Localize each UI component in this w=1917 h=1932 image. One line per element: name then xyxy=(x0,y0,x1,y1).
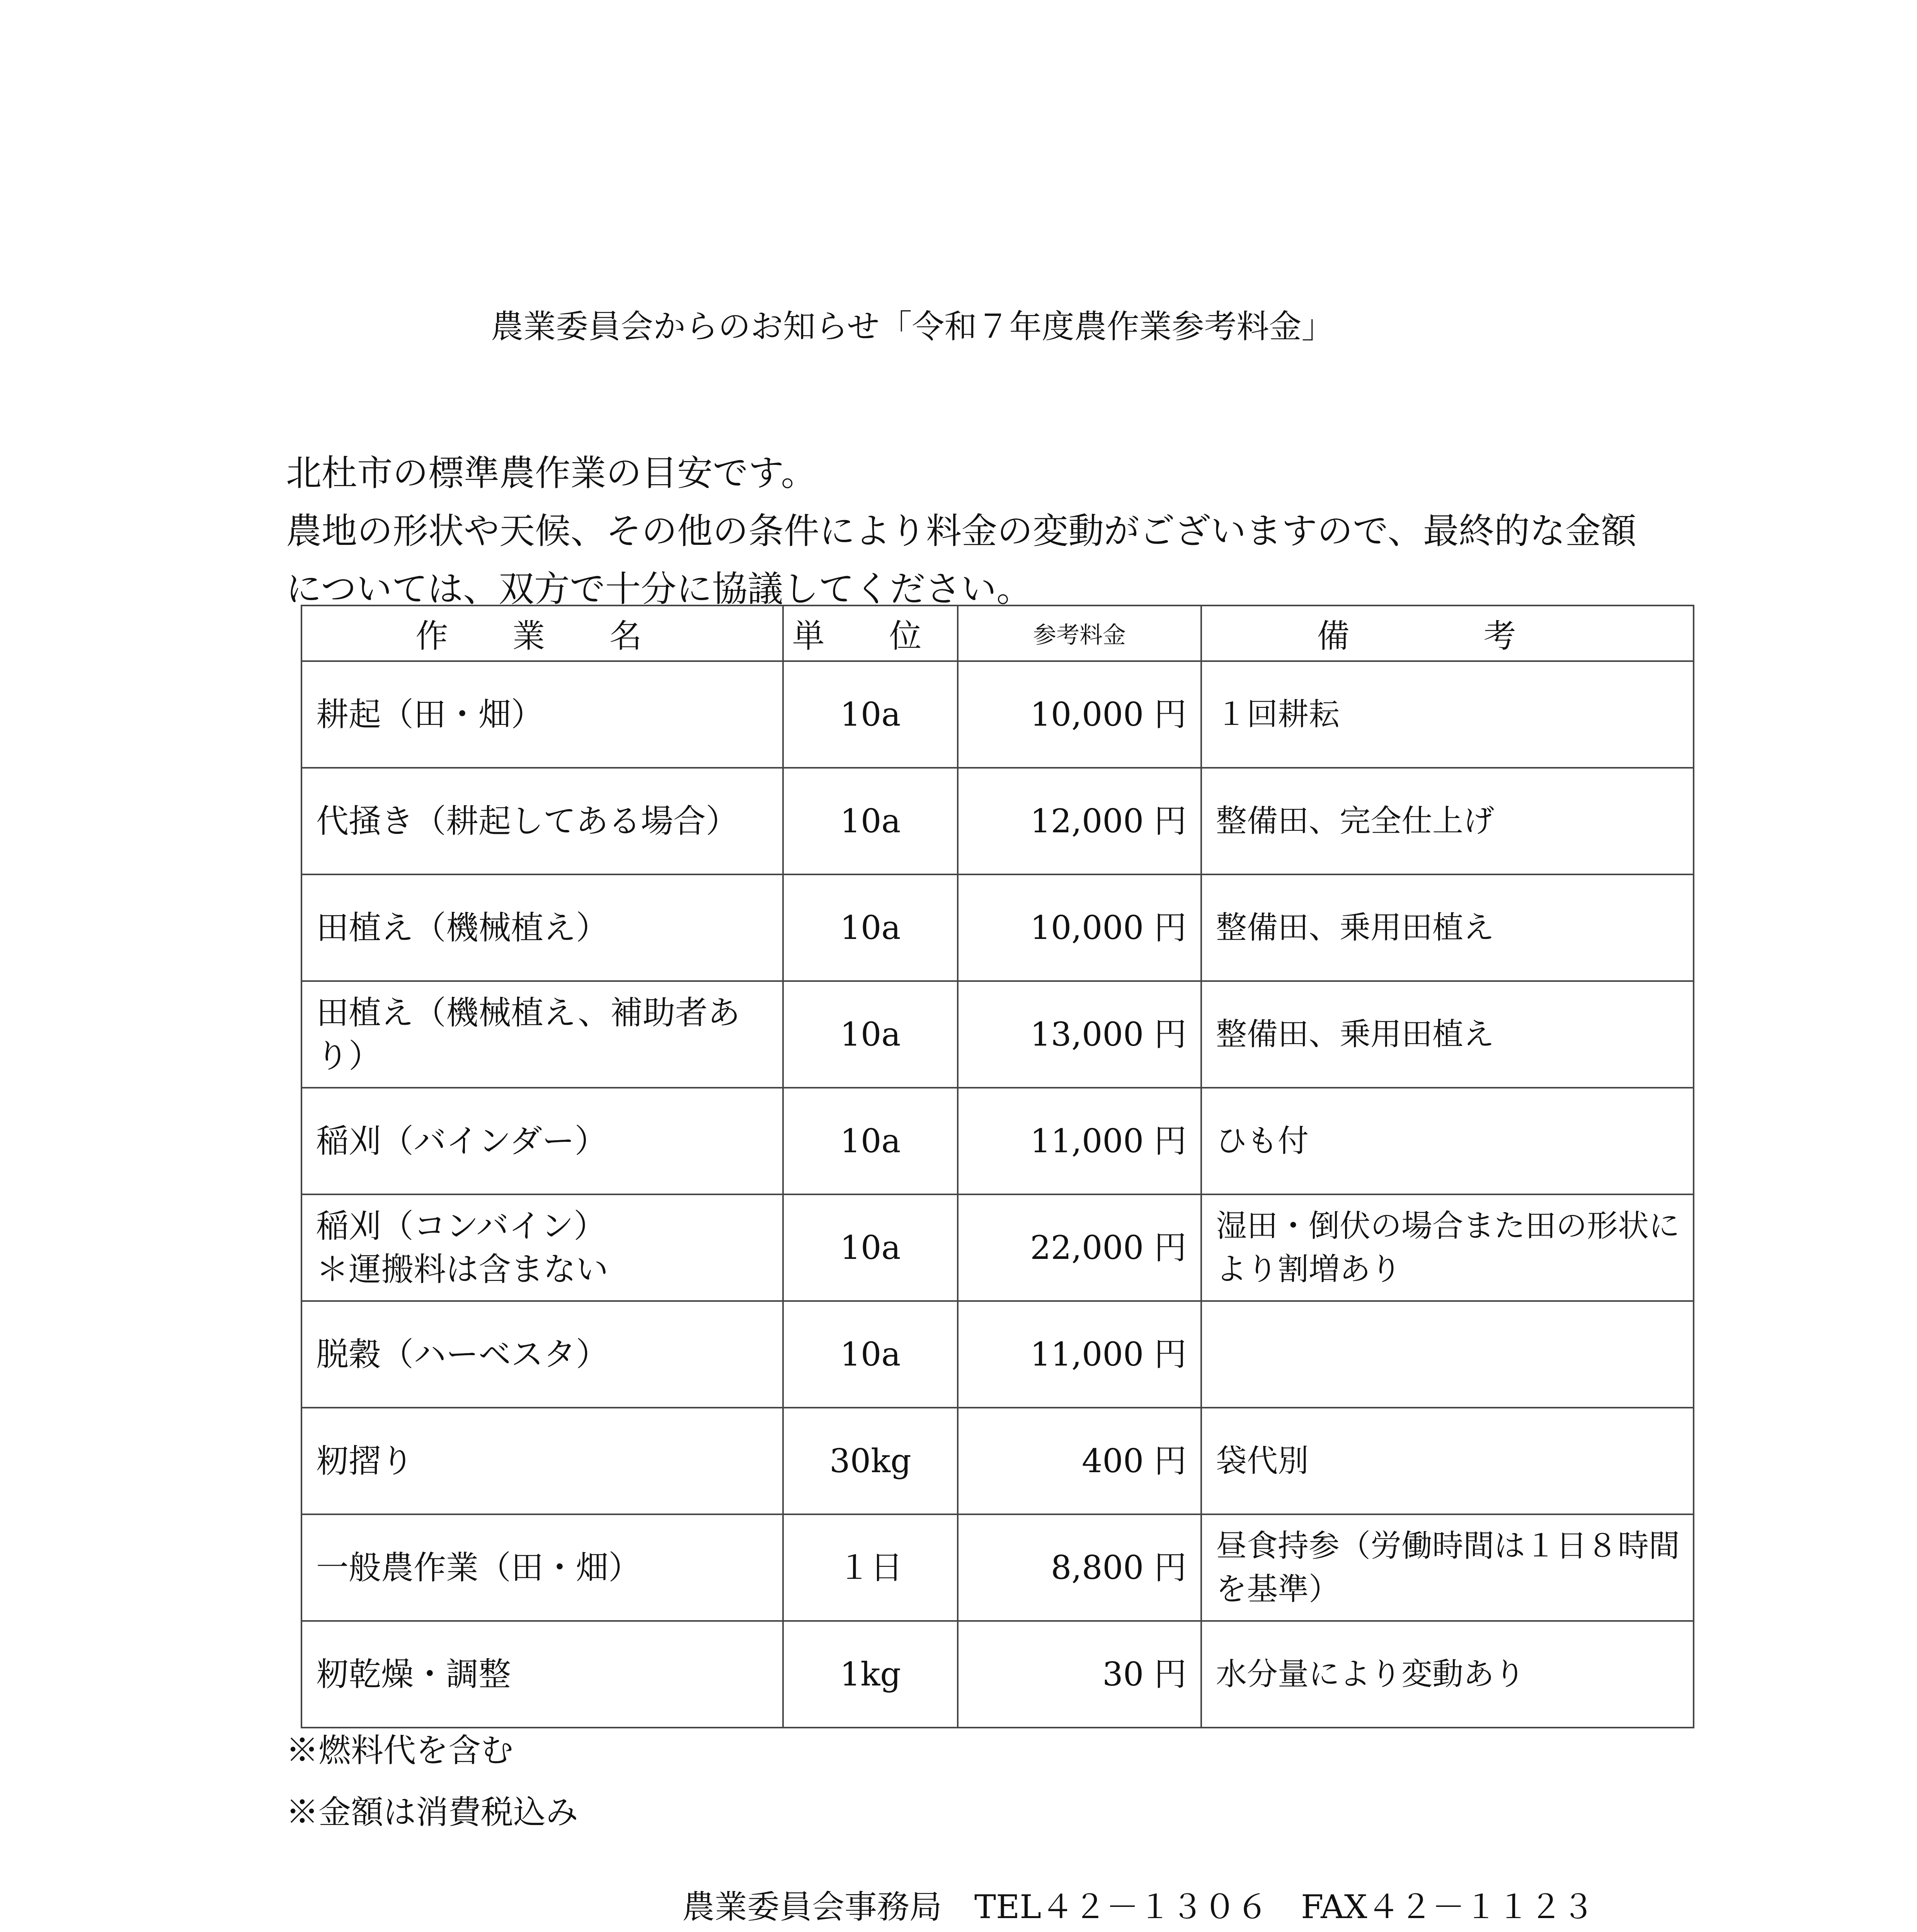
table-row xyxy=(301,1194,1694,1301)
fee-cell: 12,000 円 xyxy=(958,768,1201,874)
work-name-cell: 田植え（機械植え、補助者あり） xyxy=(301,981,783,1088)
unit-cell: 10a xyxy=(783,1088,958,1194)
work-name-cell: 籾摺り xyxy=(301,1408,783,1514)
work-name-cell: 田植え（機械植え） xyxy=(301,874,783,981)
remarks-cell: 昼食持参（労働時間は１日８時間を基準） xyxy=(1201,1514,1694,1621)
fee-cell: 10,000 円 xyxy=(958,661,1201,768)
fee-cell: 22,000 円 xyxy=(958,1194,1201,1301)
remarks-cell xyxy=(1201,1301,1694,1408)
fee-cell: 8,800 円 xyxy=(958,1514,1201,1621)
table-row xyxy=(301,1408,1694,1514)
header-unit: 単 位 xyxy=(783,605,958,661)
unit-cell: 30kg xyxy=(783,1408,958,1514)
footnote-fuel: ※燃料代を含む xyxy=(286,1731,514,1769)
unit-cell: １日 xyxy=(783,1514,958,1621)
table-header-row xyxy=(301,605,1694,661)
unit-cell: 10a xyxy=(783,1194,958,1301)
unit-cell: 10a xyxy=(783,768,958,874)
remarks-cell: 袋代別 xyxy=(1201,1408,1694,1514)
unit-cell: 10a xyxy=(783,661,958,768)
work-name-cell xyxy=(301,1194,783,1301)
page-title: 農業委員会からのお知らせ「令和７年度農作業参考料金」 xyxy=(491,308,1334,345)
fee-cell: 400 円 xyxy=(958,1408,1201,1514)
header-reference-fee: 参考料金 xyxy=(958,605,1201,661)
work-name-cell: 脱穀（ハーベスタ） xyxy=(301,1301,783,1408)
unit-cell: 10a xyxy=(783,874,958,981)
remarks-cell: 整備田、乗用田植え xyxy=(1201,981,1694,1088)
fee-cell: 30 円 xyxy=(958,1621,1201,1728)
table-row xyxy=(301,981,1694,1088)
table-row xyxy=(301,874,1694,981)
table-row xyxy=(301,1301,1694,1408)
footnote-tax: ※金額は消費税込み xyxy=(286,1793,579,1831)
work-name-cell: 代掻き（耕起してある場合） xyxy=(301,768,783,874)
intro-line: 北杜市の標準農作業の目安です。 xyxy=(286,452,817,494)
work-name-subnote: ＊運搬料は含まない xyxy=(316,1250,609,1288)
intro-text xyxy=(286,444,1708,618)
contact-info: 農業委員会事務局 TEL４２－１３０６ FAX４２－１１２３ xyxy=(682,1888,1595,1926)
remarks-cell: 水分量により変動あり xyxy=(1201,1621,1694,1728)
unit-cell: 10a xyxy=(783,1301,958,1408)
fee-table xyxy=(301,605,1694,1728)
work-name-line: 稲刈（コンバイン） xyxy=(316,1207,606,1245)
header-remarks: 備 考 xyxy=(1201,605,1694,661)
footnotes xyxy=(286,1719,578,1843)
unit-cell: 10a xyxy=(783,981,958,1088)
unit-cell: 1kg xyxy=(783,1621,958,1728)
work-name-cell: 籾乾燥・調整 xyxy=(301,1621,783,1728)
remarks-cell: ひも付 xyxy=(1201,1088,1694,1194)
fee-cell: 13,000 円 xyxy=(958,981,1201,1088)
table-row xyxy=(301,1514,1694,1621)
remarks-cell: 整備田、乗用田植え xyxy=(1201,874,1694,981)
remarks-cell: １回耕耘 xyxy=(1201,661,1694,768)
table-row xyxy=(301,1621,1694,1728)
table-row xyxy=(301,1088,1694,1194)
table-row xyxy=(301,661,1694,768)
intro-line: 農地の形状や天候、その他の条件により料金の変動がございますので、最終的な金額 xyxy=(286,510,1637,552)
fee-cell: 11,000 円 xyxy=(958,1301,1201,1408)
work-name-cell: 一般農作業（田・畑） xyxy=(301,1514,783,1621)
fee-cell: 11,000 円 xyxy=(958,1088,1201,1194)
header-work-name: 作 業 名 xyxy=(301,605,783,661)
fee-cell: 10,000 円 xyxy=(958,874,1201,981)
work-name-cell: 稲刈（バインダー） xyxy=(301,1088,783,1194)
remarks-cell: 湿田・倒伏の場合また田の形状により割増あり xyxy=(1201,1194,1694,1301)
intro-line: については、双方で十分に協議してください。 xyxy=(286,568,1032,610)
table-row xyxy=(301,768,1694,874)
remarks-cell: 整備田、完全仕上げ xyxy=(1201,768,1694,874)
work-name-cell: 耕起（田・畑） xyxy=(301,661,783,768)
